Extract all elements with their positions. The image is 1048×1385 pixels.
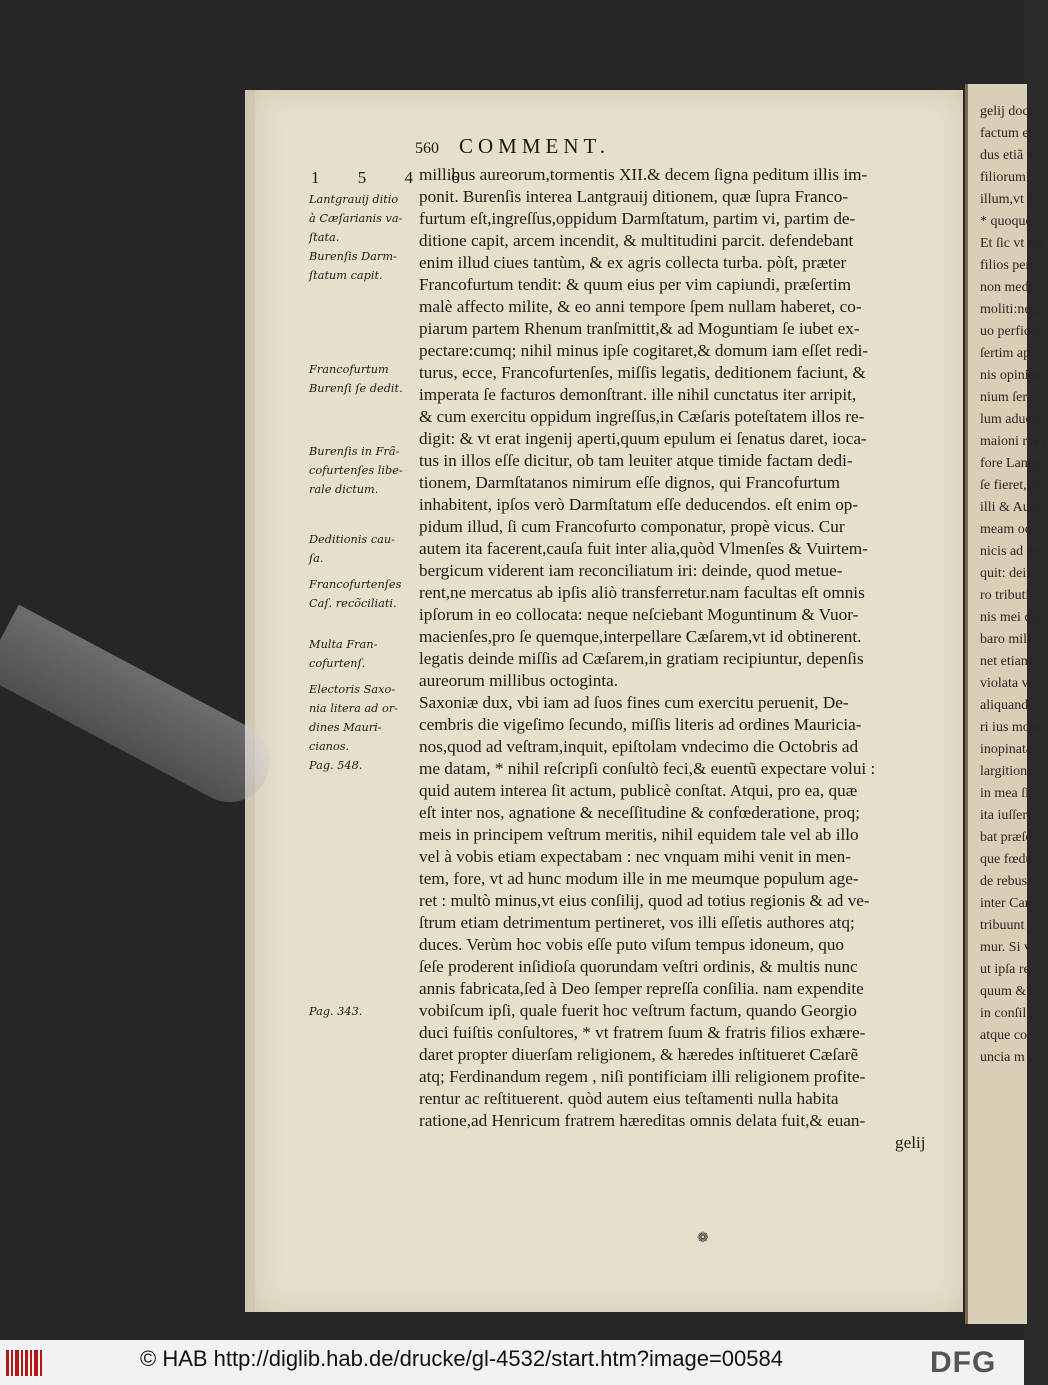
facing-page-line: in mea ſil [980, 786, 1033, 801]
text-line: legatis deinde miſſis ad Cæſarem,in gratiam recipiuntur, depenſis [419, 649, 864, 668]
facing-page-line: nis opinion [980, 368, 1043, 383]
facing-page-line: que fœdu [980, 852, 1033, 867]
margin-note: cianos. [309, 740, 350, 753]
text-line: aureorum millibus octoginta. [419, 671, 619, 690]
text-line: atq; Ferdinandum regem , niſi pontificiam illi religionem profite- [419, 1067, 866, 1086]
facing-page-line: ro tributi. [980, 588, 1033, 603]
facing-page [965, 84, 1048, 1324]
margin-year: 1 5 4 6 [311, 168, 477, 187]
facing-page-line: de rebus [980, 874, 1028, 889]
text-line: digit: & vt erat ingenij aperti,quum epulum ei ſenatus daret, ioca- [419, 429, 867, 448]
facing-page-line: largitione [980, 764, 1034, 779]
facing-page-line: mur. Si v [980, 940, 1031, 955]
facing-page-line: * quoque [980, 214, 1032, 229]
text-line: ratione,ad Henricum fratrem hæreditas omnis delata fuit,& euan- [419, 1111, 866, 1130]
facing-page-line: tribuunt [980, 918, 1025, 933]
facing-page-line: in conſil [980, 1006, 1027, 1021]
text-line: ditione capit, arcem incendit, & multitudini parcit. defendebant [419, 231, 854, 250]
text-line: malè affecto milite, & eo anni tempore ſpem nullam haberet, co- [419, 297, 862, 316]
text-line: duci fuiſtis conſultores, * vt fratrem ſuum & fratris filios exhære- [419, 1023, 866, 1042]
book-page [255, 90, 963, 1312]
facing-page-line: moliti:neq [980, 302, 1038, 317]
text-line: vobiſcum ipſi, quale fuerit hoc veſtrum factum, quando Georgio [419, 1001, 857, 1020]
text-line: duces. Verùm hoc vobis eſſe puto viſum tempus idoneum, quo [419, 935, 845, 954]
facing-page-line: nis mei qu [980, 610, 1039, 625]
text-line: nos,quod ad veſtram,inquit, epiſtolam vndecimo die Octobris ad [419, 737, 859, 756]
facing-page-line: violata v [980, 676, 1029, 691]
ink-blot-icon: ❁ [697, 1230, 709, 1246]
facing-page-line: aliquando [980, 698, 1036, 713]
text-line: ponit. Burenſis interea Lantgrauij ditionem, quæ ſupra Franco- [419, 187, 849, 206]
margin-note: Francofurtum [309, 363, 389, 376]
text-line: me datam, * nihil reſcripſi conſultò feci,& euentũ expectare volui : [419, 759, 876, 778]
facing-page-line: ſe fieret, fec [980, 478, 1048, 493]
text-line: eſt inter nos, agnatione & neceſſitudine & confœderatione, proq; [419, 803, 861, 822]
margin-note: Pag. 548. [309, 759, 363, 772]
facing-page-line: fore Lantgr [980, 456, 1044, 471]
facing-page-line: gelij doct [980, 104, 1033, 119]
margin-note: nia litera ad or- [309, 702, 398, 715]
margin-note: Burenſi ſe dedit. [309, 382, 403, 395]
text-line: cembris die vigeſimo ſecundo, miſſis literis ad ordines Mauricia- [419, 715, 862, 734]
facing-page-line: factum eſt [980, 126, 1037, 141]
facing-page-line: illi & Augu [980, 500, 1044, 515]
facing-page-line: meam occ [980, 522, 1038, 537]
margin-note: dines Mauri- [309, 721, 382, 734]
facing-page-line: lum aduerſ [980, 412, 1041, 427]
facing-page-line: filios peru [980, 258, 1038, 273]
margin-note: Lantgrauij ditio [309, 193, 399, 206]
facing-page-line: ita iuſſeri [980, 808, 1031, 823]
facing-page-line: nium ſere q [980, 390, 1044, 405]
facing-page-line: filiorum [980, 170, 1026, 185]
text-line: imperata ſe facturos demonſtrant. ille nihil cunctatus iter arripit, [419, 385, 857, 404]
text-line: Francofurtum tendit: & quum eius per vim capiundi, præſertim [419, 275, 851, 294]
margin-note: Pag. 343. [309, 1005, 363, 1018]
margin-note: Burenſis in Frã- [309, 445, 400, 458]
catchword: gelij [895, 1133, 926, 1152]
facing-page-line: ri ius moue [980, 720, 1043, 735]
margin-note: cofurtenſ. [309, 657, 366, 670]
facing-page-line: illum,vt à [980, 192, 1034, 207]
margin-note: Multa Fran- [309, 638, 378, 651]
facing-page-line: Et ſic vt ho [980, 236, 1042, 251]
text-line: enim illud ciues tantùm, & ex agris collecta turba. pòſt, præter [419, 253, 847, 272]
text-line: tus in illos eſſe dicitur, ob tam leuiter atque timide factam dedi- [419, 451, 853, 470]
text-line: daret propter diuerſam religionem, & hæredes inſtitueret Cæſarẽ [419, 1045, 859, 1064]
text-line: annis fabricata,ſed à Deo ſemper repreſſa conſilia. nam expendite [419, 979, 864, 998]
page-weight-ruler [0, 605, 284, 816]
margin-note: cofurtenſes libe- [309, 464, 403, 477]
running-head [415, 134, 610, 159]
text-line: millibus aureorum,tormentis XII.& decem ſigna peditum illis im- [419, 165, 868, 184]
margin-note: Francofurtenſes [309, 578, 402, 591]
facing-page-line: inter Car [980, 896, 1030, 911]
facing-page-line: uncia m [980, 1050, 1025, 1065]
text-line: tem, fore, vt ad hunc modum ille in me meumque populum age- [419, 869, 859, 888]
text-line: ipſorum in eo collocata: neque neſciebant Moguntinum & Vuor- [419, 605, 859, 624]
text-line: & cum exercitu oppidum ingreſſus,in Cæſaris poteſtatem illos re- [419, 407, 865, 426]
text-line: meis in principem veſtrum meritis, nihil equidem tale vel ab illo [419, 825, 859, 844]
page-number: 560 [415, 140, 439, 157]
margin-note: ſtata. [309, 231, 340, 244]
text-line: inhabitent, ipſos verò Darmſtatum eſſe deducendos. eſt enim op- [419, 495, 859, 514]
margin-note: Caſ. recõciliati. [309, 597, 397, 610]
margin-note: ſa. [309, 552, 324, 565]
text-line: vel à vobis etiam expectabam : nec vnquam mihi venit in men- [419, 847, 851, 866]
facing-page-line: inopinata [980, 742, 1033, 757]
facing-page-line: ut ipſa re [980, 962, 1030, 977]
margin-note: ſtatum capit. [309, 269, 383, 282]
text-line: Saxoniæ dux, vbi iam ad ſuos fines cum exercitu peruenit, De- [419, 693, 849, 712]
margin-note: à Cæſarianis va- [309, 212, 403, 225]
margin-note: rale dictum. [309, 483, 379, 496]
facing-page-line: dus etiã v [980, 148, 1034, 163]
dfg-logo: DFG [930, 1346, 997, 1379]
text-line: pectare:cumq; nihil minus ipſe cogitaret,& domum iam eſſet redi- [419, 341, 869, 360]
facing-page-line: atque co [980, 1028, 1028, 1043]
text-line: macienſes,pro ſe quemque,interpellare Cæſarem,vt id obtinerent. [419, 627, 862, 646]
facing-page-line: baro mili [980, 632, 1031, 647]
text-line: autem ita facerent,cauſa fuit inter alia,quòd Vlmenſes & Vuirtem- [419, 539, 868, 558]
margin-note: Deditionis cau- [309, 533, 395, 546]
facing-page-line: net etiam [980, 654, 1032, 669]
text-line: turus, ecce, Francofurtenſes, miſſis legatis, deditionem faciunt, & [419, 363, 866, 382]
text-line: bergicum viderent iam reconciliatum iri: deinde, quod metue- [419, 561, 843, 580]
margin-note: Electoris Saxo- [309, 683, 396, 696]
facing-page-line: uo perficer [980, 324, 1042, 339]
text-line: tionem, Darmſtatanos nimirum eſſe dignos, qui Francofurtum [419, 473, 841, 492]
facing-page-line: quum & [980, 984, 1027, 999]
text-line: pidum illud, ſi cum Francofurto componatur, propè vicus. Cur [419, 517, 845, 536]
text-line: ſtrum etiam detrimentum pertineret, vos illi eſſetis authores atq; [419, 913, 855, 932]
text-line: rentur ac reſtituerent. quòd autem eius teſtamenti nulla habita [419, 1089, 839, 1108]
text-line: ret : multò minus,vt eius conſilij, quod ad totius regionis & ad ve- [419, 891, 870, 910]
facing-page-line: bat præſe [980, 830, 1032, 845]
text-line: piarum partem Rhenum tranſmittit,& ad Moguntiam ſe iubet ex- [419, 319, 860, 338]
running-title: COMMENT. [459, 134, 611, 158]
facing-page-line: ſertim apu [980, 346, 1038, 361]
text-line: rent,ne mercatus ab ipſis aliò transferretur.nam facultas eſt omnis [419, 583, 865, 602]
text-line: furtum eſt,ingreſſus,oppidum Darmſtatum, partim vi, partim de- [419, 209, 856, 228]
facing-page-line: nicis ad m [980, 544, 1038, 559]
copyright-url[interactable]: © HAB http://diglib.hab.de/drucke/gl-4532/start.htm?image=00584 [140, 1346, 783, 1371]
footer-bar [0, 1340, 1024, 1385]
text-line: ſeſe proderent inſidioſa quorundam veſtri ordinis, & multis nunc [419, 957, 858, 976]
hab-barcode-logo-icon [6, 1348, 44, 1378]
facing-page-line: maioni res c [980, 434, 1048, 449]
facing-page-line: quit: dein [980, 566, 1034, 581]
text-line: quid autem interea ſit actum, publicè conſtat. Atqui, pro ea, quæ [419, 781, 858, 800]
facing-page-line: non medic [980, 280, 1039, 295]
margin-note: Burenſis Darm- [309, 250, 397, 263]
